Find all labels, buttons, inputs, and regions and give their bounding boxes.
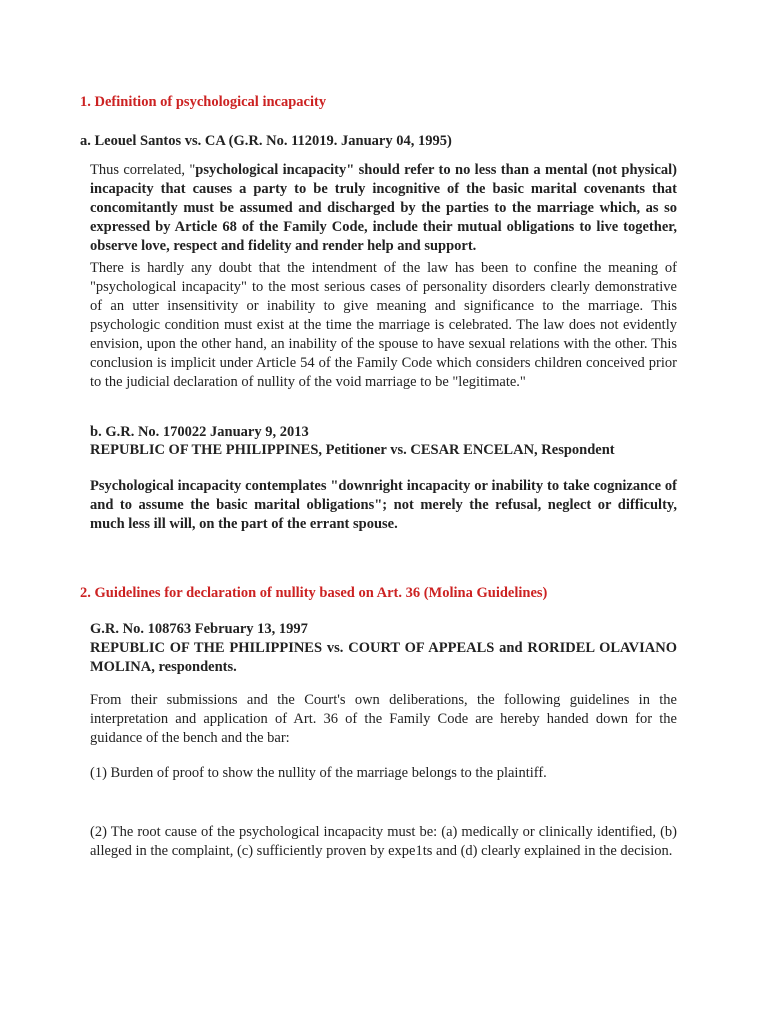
case-a-quote [90,161,677,256]
section-1-heading: 1. Definition of psychological incapacity [80,94,327,110]
case-a-quote-bold: psychological incapacity" should refer to no less than a mental (not physical) incapacity that causes a party to be truly incognitive of the basic marital covenants that concomitantly must be assumed and discharged by the parties to the marriage which, as so expressed by Article 68 of the Family Code, include their mutual obligations to live together, observe love, respect and fidelity and render help and support. [90,162,677,254]
case-b-gr-no: b. G.R. No. 170022 [90,424,207,440]
guideline-item-1: (1) Burden of proof to show the nullity of the marriage belongs to the plaintiff. [90,765,547,781]
case-a-body: There is hardly any doubt that the intendment of the law has been to confine the meaning of "psychological incapacity" to the most serious cases of personality disorders clearly demonstrative of an utter insensitivity or inability to give meaning and significance to the marriage. This psychologic condition must exist at the time the marriage is celebrated. The law does not evidently envision, upon the other hand, an inability of the spouse to have sexual relations with the other. This conclusion is implicit under Article 54 of the Family Code which considers children conceived prior to the judicial declaration of nullity of the void marriage to be "legitimate." [90,260,677,390]
section-2-heading: 2. Guidelines for declaration of nullity based on Art. 36 (Molina Guidelines) [80,585,548,601]
molina-gr-no: G.R. No. 108763 February 13, 1997 [90,621,308,637]
case-b-text: Psychological incapacity contemplates "downright incapacity or inability to take cognizance of and to assume the basic marital obligations"; not merely the refusal, neglect or difficulty, much less ill will, on the part of the errant spouse. [90,478,677,532]
case-a-quote-intro: Thus correlated, " [90,162,196,178]
case-b-header [90,424,309,441]
case-b-date: January 9, 2013 [210,424,309,440]
guideline-item-2: (2) The root cause of the psychological incapacity must be: (a) medically or clinically identified, (b) alleged in the complaint, (c) sufficiently proven by expe1ts and (d) clearly explained in the decision. [90,824,677,859]
molina-intro: From their submissions and the Court's own deliberations, the following guidelines in the interpretation and application of Art. 36 of the Family Code are hereby handed down for the guidance of the bench and the bar: [90,692,677,746]
molina-parties: REPUBLIC OF THE PHILIPPINES vs. COURT OF APPEALS and RORIDEL OLAVIANO MOLINA, respondents. [90,640,677,675]
case-a-title: a. Leouel Santos vs. CA (G.R. No. 112019. January 04, 1995) [80,133,452,149]
case-b-parties: REPUBLIC OF THE PHILIPPINES, Petitioner vs. CESAR ENCELAN, Respondent [90,442,615,458]
